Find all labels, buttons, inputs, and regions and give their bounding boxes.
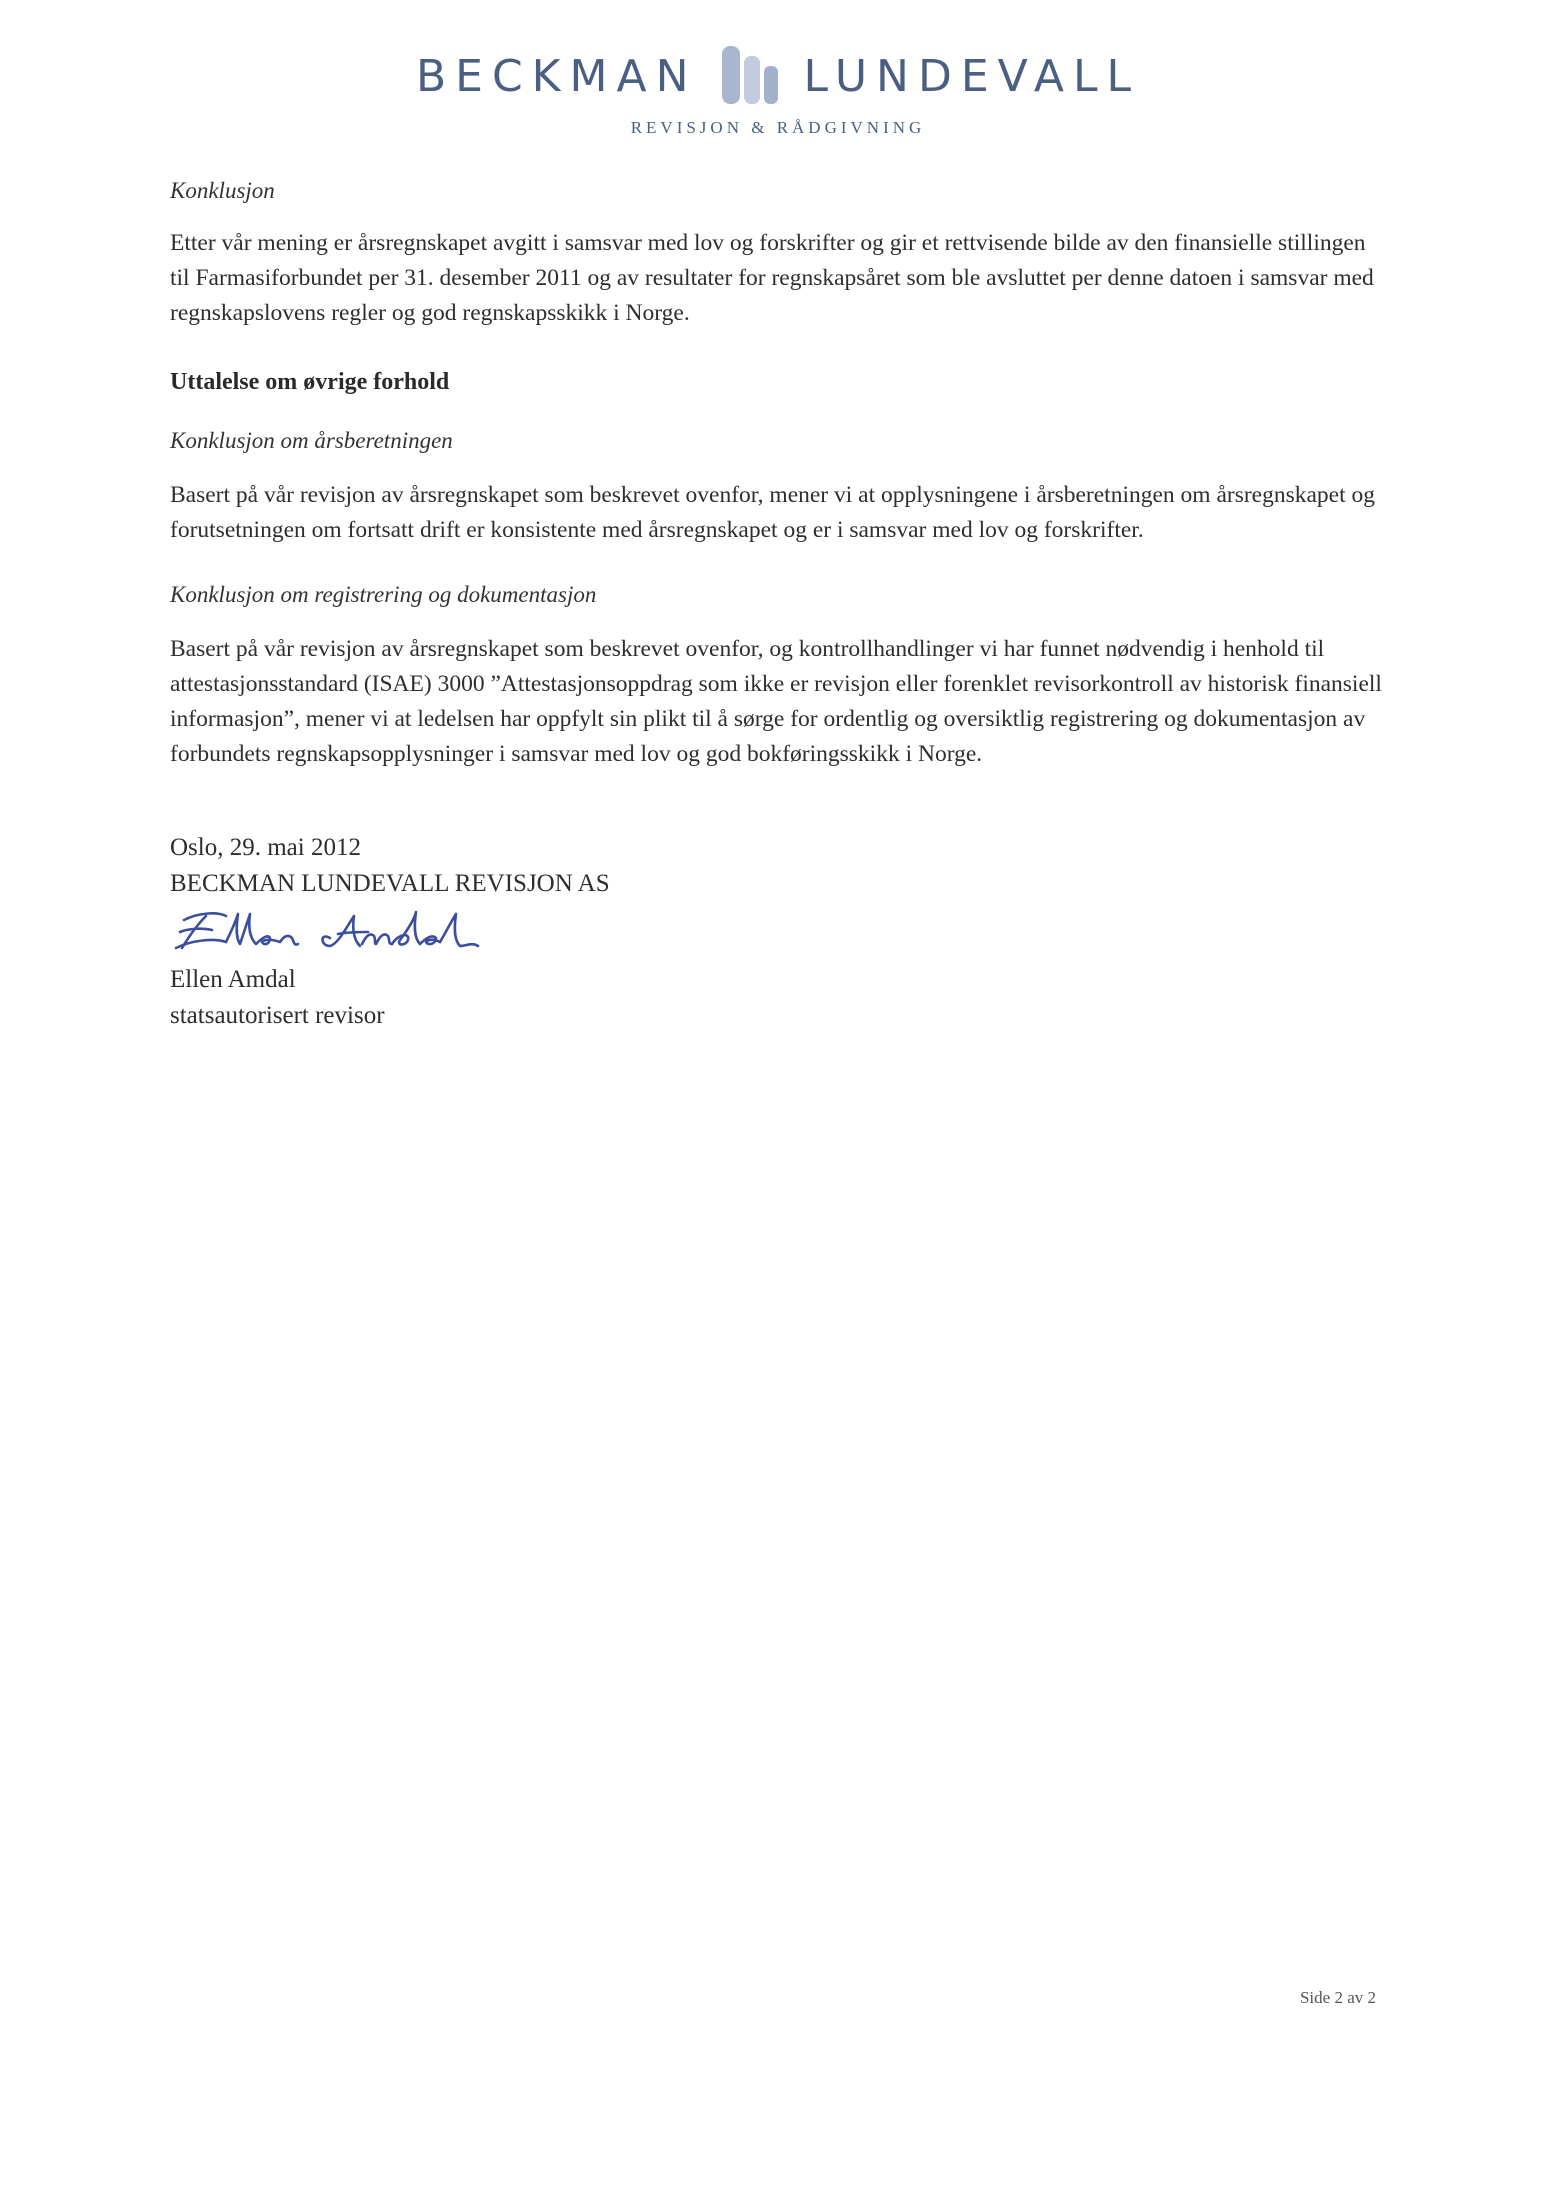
signer-name: Ellen Amdal xyxy=(170,966,296,993)
brand-subtitle: REVISJON & RÅDGIVNING xyxy=(630,118,926,137)
brand-name-left: BECKMAN xyxy=(415,50,698,102)
page-number: Side 2 av 2 xyxy=(1299,1988,1376,2007)
heading-registrering: Konklusjon om registrering og dokumentasjon xyxy=(170,582,597,607)
brand-logo-icon xyxy=(718,46,784,106)
letter-body xyxy=(170,178,1390,1034)
place-date: Oslo, 29. mai 2012 xyxy=(170,834,361,861)
heading-konklusjon: Konklusjon xyxy=(170,178,275,203)
paragraph-konklusjon: Etter vår mening er årsregnskapet avgitt i samsvar med lov og forskrifter og gir et rettvisende bilde av den finansielle stillingen til Farmasiforbundet per 31. desember 2011 og av resultater for regnskapsåret som ble avsluttet per denne datoen i samsvar med regnskapslovens regler og god regnskapsskikk i Norge. xyxy=(170,230,1374,326)
paragraph-arsberetning: Basert på vår revisjon av årsregnskapet som beskrevet ovenfor, mener vi at opplysningene i årsberetningen om årsregnskapet og forutsetningen om fortsatt drift er konsistente med årsregnskapet og er i samsvar med lov og forskrifter. xyxy=(170,482,1376,543)
heading-arsberetning: Konklusjon om årsberetningen xyxy=(170,428,453,453)
signer-title: statsautorisert revisor xyxy=(170,1002,385,1029)
brand-row xyxy=(0,46,1556,106)
heading-ovrige-forhold: Uttalelse om øvrige forhold xyxy=(170,369,450,395)
firm-name: BECKMAN LUNDEVALL REVISJON AS xyxy=(170,870,610,897)
brand-name-right: LUNDEVALL xyxy=(803,50,1141,102)
handwritten-signature xyxy=(170,902,510,962)
letterhead xyxy=(0,46,1556,138)
paragraph-registrering: Basert på vår revisjon av årsregnskapet som beskrevet ovenfor, og kontrollhandlinger vi har funnet nødvendig i henhold til attestasjonsstandard (ISAE) 3000 ”Attestasjonsoppdrag som ikke er revisjon eller forenklet revisorkontroll av historisk finansiell informasjon”, mener vi at ledelsen har oppfylt sin plikt til å sørge for ordentlig og oversiktlig registrering og dokumentasjon av forbundets regnskapsopplysninger i samsvar med lov og god bokføringsskikk i Norge. xyxy=(170,636,1382,767)
